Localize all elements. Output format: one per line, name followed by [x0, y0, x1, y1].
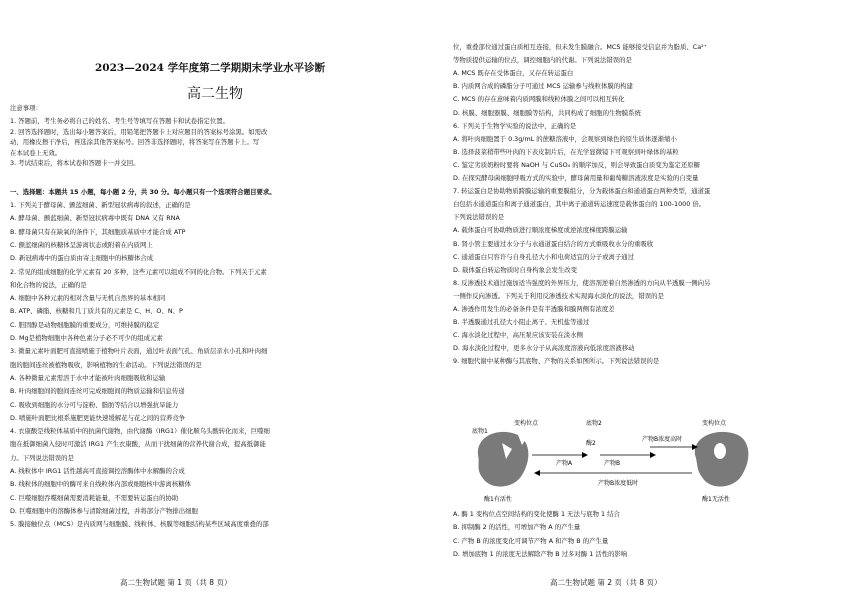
question-line: C. 巨噬细胞吞噬细菌需要消耗能量，不需要转运蛋白的协助: [10, 493, 179, 502]
question-line: C. 吸收到细胞的水分可与淀粉、脂肪等结合以增强抗旱能力: [10, 400, 179, 409]
question-line: B. 半透膜通过孔径大小阻止离子、无机盐等通过: [453, 318, 590, 327]
question-line: 胞在抵御细菌入侵时可激活 IRG1 产生衣康酸，从而干扰细菌的营养代谢合成，提高抵御能: [10, 440, 266, 449]
question-line: A. MCS 既存在受体蛋白，又存在转运蛋白: [453, 69, 574, 78]
question-line: 5. 膜接触位点（MCS）是内质网与细胞膜、线粒体、核膜等细胞结构某些区域高度重叠的部: [10, 520, 269, 529]
notes-line: 1. 答题前，考生务必将自己的姓名、考生号等填写在答题卡和试卷指定位置。: [10, 117, 230, 125]
question-line: 白包括水通道蛋白和离子通道蛋白，其中离子通道转运速度是载体蛋白的 100-1000 倍。: [453, 200, 706, 209]
label-site-left: 变构位点: [514, 420, 539, 427]
subject-title: 高二生物: [187, 86, 243, 102]
question-line: C. 颤蓝细菌的核糖体呈游离状态或附着在内质网上: [10, 240, 153, 249]
question-line: C. 通道蛋白只容许与自身孔径大小和电荷适宜的分子或离子通过: [453, 252, 635, 261]
question-line: 位，重叠部位通过蛋白质相互连接，但未发生膜融合。MCS 能够接受信息并为脂质、Ca²⁺: [453, 43, 708, 51]
notes-line: 在本试卷上无效。: [10, 148, 62, 157]
option-line: B. 抑制酶 2 的活性，可增加产物 A 的产生量: [453, 523, 581, 532]
label-substrate1: 底物1: [472, 428, 488, 435]
notes-line: 3. 考试结束后，将本试卷和答题卡一并交回。: [10, 159, 140, 167]
question-line: C. 胆固醇是动物细胞膜的重要成分，可维持膜的稳定: [10, 320, 160, 329]
question-line: A. 酵母菌、颤蓝细菌、新型冠状病毒中既有 DNA 又有 RNA: [10, 214, 180, 223]
question-line: C. 海水淡化过程中，高压泵应该安装在淡水侧: [453, 331, 583, 340]
question-line: D. 巨噬细胞中的溶酶体参与清除细菌过程，并将部分产物排出细胞: [10, 506, 198, 515]
question-line: A. 将叶肉细胞置于 0.3g/mL 的蔗糖溶液中，会观察到绿色的原生质体逐渐缩小: [453, 134, 677, 143]
label-product-b: 产物B: [604, 460, 621, 467]
question-line: 一侧作反向渗透。下列关于利用反渗透技术实现海水淡化的说法，错误的是: [453, 291, 664, 300]
label-product-a: 产物A: [556, 460, 573, 467]
page-footer-2: 高二生物试题 第 2 页（共 8 页）: [550, 578, 662, 587]
question-line: 7. 转运蛋白是协助物质跨膜运输的重要膜组分，分为载体蛋白和通道蛋白两种类型，通道蛋: [453, 187, 711, 196]
question-line: A. 各种微量元素需溶于水中才能被叶肉细胞吸收和运输: [10, 373, 166, 382]
question-line: B. 内质网合成的磷脂分子可通过 MCS 运输参与线粒体膜的构建: [453, 82, 633, 91]
question-line: 2. 常见的组成细胞的化学元素有 20 多种，这些元素可以组成不同的化合物。下列关于元素: [10, 267, 267, 276]
exam-title: 2023—2024 学年度第二学期期末学业水平诊断: [95, 62, 326, 74]
enzyme-diagram: [470, 415, 755, 505]
question-line: B. 选择菠菜稍带些叶肉的下表皮制片后，在光学显微镜下可观察到叶绿体的基粒: [453, 147, 679, 156]
page-footer-1: 高二生物试题 第 1 页（共 8 页）: [120, 578, 232, 587]
label-inactive: 酶1无活性: [702, 496, 730, 503]
question-line: 6. 下列关于生物学实验的说法中，正确的是: [453, 121, 577, 130]
label-low: 产物B浓度低时: [598, 480, 639, 487]
question-line: 3. 微量元素叶面肥可直接喷施于植物叶片表面，通过叶表面气孔、角质层亲水小孔和叶肉细: [10, 347, 268, 356]
question-line: A. 细胞中各种元素的相对含量与无机自然界的基本相同: [10, 294, 166, 303]
question-line: A. 渗透作用发生的必备条件是有半透膜和膜两侧有浓度差: [453, 305, 615, 313]
inhibited-site: [714, 443, 726, 459]
question-line: C. 鉴定劣质奶粉时要将 NaOH 与 CuSO₄ 的顺序加反，则会导致蛋白质变为鉴定还原糖: [453, 160, 701, 169]
question-line: 8. 反渗透技术通过施加适当强度的外界压力，使溶剂逆着自然渗透的方向从半透膜一侧向另: [453, 278, 711, 287]
question-line: B. 酵母菌只有在缺氧的条件下，其细胞质基质中才能合成 ATP: [10, 227, 186, 236]
question-line: 9. 细胞代谢中某种酶与其底物、产物的关系如图所示。下列说法错误的是: [453, 357, 660, 366]
section-heading: 一、选择题：本题共 15 小题，每小题 2 分，共 30 分。每小题只有一个选项符合题目要求。: [10, 188, 276, 196]
option-line: A. 酶 1 变构位点空间结构的变化使酶 1 无法与底物 1 结合: [453, 510, 620, 518]
question-line: D. 核膜、细胞器膜、细胞膜等结构，共同构成了细胞的生物膜系统: [453, 108, 641, 117]
question-line: D. 在探究酵母菌细胞呼吸方式的实验中，酵母菌用量和葡萄糖溶液浓度是实验的自变量: [453, 174, 699, 182]
option-line: D. 增加底物 1 的浓度无法解除产物 B 过多对酶 1 活性的影响: [453, 549, 628, 558]
label-high: 产物B浓度高时: [642, 436, 683, 443]
question-line: 等物质提供运输的位点，调控细胞内的代谢。下列说法错误的是: [453, 56, 632, 65]
question-line: 下列说法错误的是: [453, 213, 505, 222]
label-active: 酶1有活性: [484, 496, 512, 503]
question-line: D. 海水淡化过程中，更多水分子从高浓度溶液向低浓度溶液移动: [453, 344, 635, 353]
notes-title: 注意事项：: [10, 104, 42, 112]
question-line: B. 叶肉细胞间的胞间连丝可完成细胞间的物质运输和信息传递: [10, 387, 185, 396]
question-line: 和化合物的说法，正确的是: [10, 280, 87, 289]
label-substrate2: 底物2: [586, 420, 602, 427]
option-line: C. 产物 B 的浓度变化可调节产物 A 和产物 B 的产生量: [453, 536, 609, 545]
question-line: 胞的胞间连丝被植物吸收，影响植物的生命活动。下列说法错误的是: [10, 360, 202, 369]
question-line: D. 喷施叶面肥比根系施肥更能快速缓解花与花之间的营养竞争: [10, 413, 186, 422]
question-line: 4. 衣康酸是线粒体基质中的抗菌代谢物，由代谢酶（IRG1）催化顺乌头酸转化而来，巨噬细: [10, 427, 270, 436]
question-line: B. 线粒体的细胞中的酶可来自线粒体内部或细胞核中游离核糖体: [10, 480, 191, 489]
notes-line: 动，用橡皮擦干净后，再选涂其他答案标号。回答非选择题时，将答案写在答题卡上。写: [10, 138, 260, 146]
enzyme1-inactive-shape: [695, 432, 749, 487]
notes-line: 2. 回答选择题时，选出每小题答案后，用铅笔把答题卡上对应题目的答案标号涂黑。如需改: [10, 127, 268, 136]
question-line: A. 载体蛋白可协助物质进行顺浓度梯度或逆浓度梯度跨膜运输: [453, 226, 628, 235]
question-line: 力。下列说法错误的是: [10, 453, 74, 462]
question-line: 1. 下列关于酵母菌、颤蓝细菌、新型冠状病毒的叙述，正确的是: [10, 201, 191, 209]
question-line: D. 载体蛋白转运物质时自身构象会发生改变: [453, 265, 578, 274]
question-line: C. MCS 的存在意味着内质网膜和线粒体膜之间可以相互转化: [453, 95, 625, 104]
question-line: B. 肾小管主要通过水分子与水通道蛋白结合的方式重吸收水分的重吸收: [453, 239, 654, 248]
question-line: D. Mg是植物细胞中各种色素分子必不可少的组成元素: [10, 334, 163, 342]
question-line: A. 线粒体中 IRG1 活性越高可直接调控溶酶体中水解酶的合成: [10, 467, 185, 475]
label-enzyme2: 酶2: [586, 440, 596, 447]
question-line: B. ATP、磷脂、核糖和几丁质共有的元素是 C、H、O、N、P: [10, 307, 183, 316]
question-line: D. 新冠病毒中的蛋白质由寄主细胞中的核糖体合成: [10, 254, 154, 263]
label-site-right: 变构位点: [702, 420, 727, 427]
